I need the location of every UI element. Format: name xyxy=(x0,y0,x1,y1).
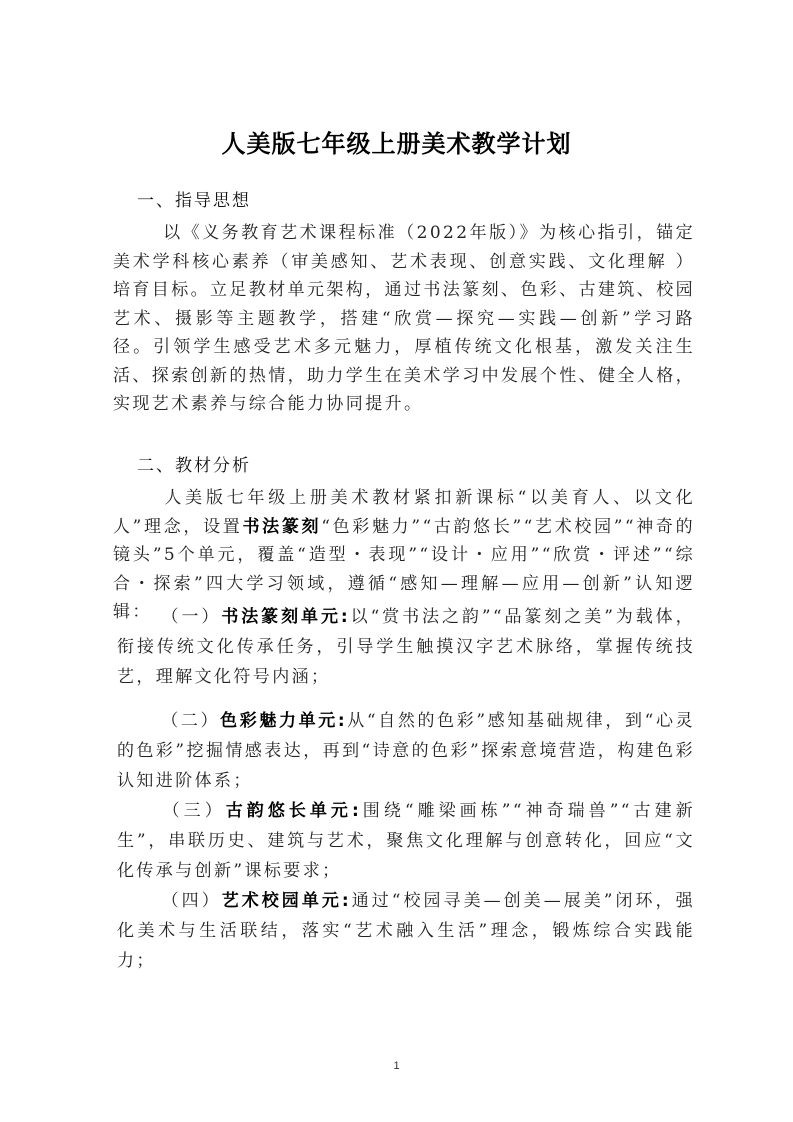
page-number: 1 xyxy=(393,1060,400,1072)
unit-name: 艺术校园单元: xyxy=(221,891,352,911)
guiding-ideology-text: 以《义务教育艺术课程标准（2022年版）》为核心指引，锚定美术学科核心素养（审美感知、艺术表现、创意实践、文化理解 ）培育目标。立足教材单元架构，通过书法篆刻、色彩、古建筑、校园艺术、摄影等主题教学，搭建“欣赏—探究—实践—创新”学习路径。引领学生感受艺术多元魅力，厚植传统文化根基，激发关注生活、探索创新的热情，助力学生在美术学习中发展个性、健全人格，实现艺术素养与综合能力协同提升。 xyxy=(113,223,695,414)
section-heading-textbook-analysis: 二、教材分析 xyxy=(137,456,251,476)
unit-label: （三） xyxy=(161,801,226,821)
document-title: 人美版七年级上册美术教学计划 xyxy=(221,130,572,158)
unit-text: 以“赏书法之韵”“品篆刻之美”为载体，衔接传统文化传承任务，引导学生触摸汉字艺术脉络，掌握传统技艺，理解文化符号内涵； xyxy=(117,607,695,687)
unit-text: 围绕“雕梁画栋”“神奇瑞兽”“古建新生”，串联历史、建筑与艺术，聚焦文化理解与创意转化，回应“文化传承与创新”课标要求； xyxy=(117,801,695,881)
section-heading-guiding-ideology: 一、指导思想 xyxy=(137,191,251,211)
unit-item-color xyxy=(117,706,695,796)
unit-label: （四） xyxy=(161,891,222,911)
unit-text: 通过“校园寻美—创美—展美”闭环，强化美术与生活联结，落实“艺术融入生活”理念，锻炼综合实践能力； xyxy=(117,891,695,971)
unit-name: 色彩魅力单元: xyxy=(220,711,348,731)
unit-label: （一） xyxy=(161,607,222,627)
guiding-ideology-paragraph xyxy=(113,219,695,419)
unit-label: （二） xyxy=(161,711,221,731)
unit-item-calligraphy xyxy=(117,602,695,692)
unit-item-campus xyxy=(117,886,695,976)
unit-name: 书法篆刻单元: xyxy=(221,607,351,627)
unit-text: 从“自然的色彩”感知基础规律，到“心灵的色彩”挖掘情感表达，再到“诗意的色彩”探索意境营造，构建色彩认知进阶体系； xyxy=(117,711,695,791)
unit-name: 古韵悠长单元: xyxy=(225,801,362,821)
unit-item-ancient xyxy=(117,796,695,886)
analysis-text-pre: 人美版七年级上册美术教材紧扣新课标“以美育人、以文化人”理念，设置 xyxy=(113,488,695,537)
analysis-text-bold: 书法篆刻 xyxy=(242,516,322,537)
analysis-text-post: “色彩魅力”“古韵悠长”“艺术校园”“神奇的镜头”5个单元，覆盖“造型・表现”“设计・应用”“欣赏・评述”“综合・探索”四大学习领域，遵循“感知—理解—应用—创新”认知逻辑： xyxy=(113,516,695,622)
